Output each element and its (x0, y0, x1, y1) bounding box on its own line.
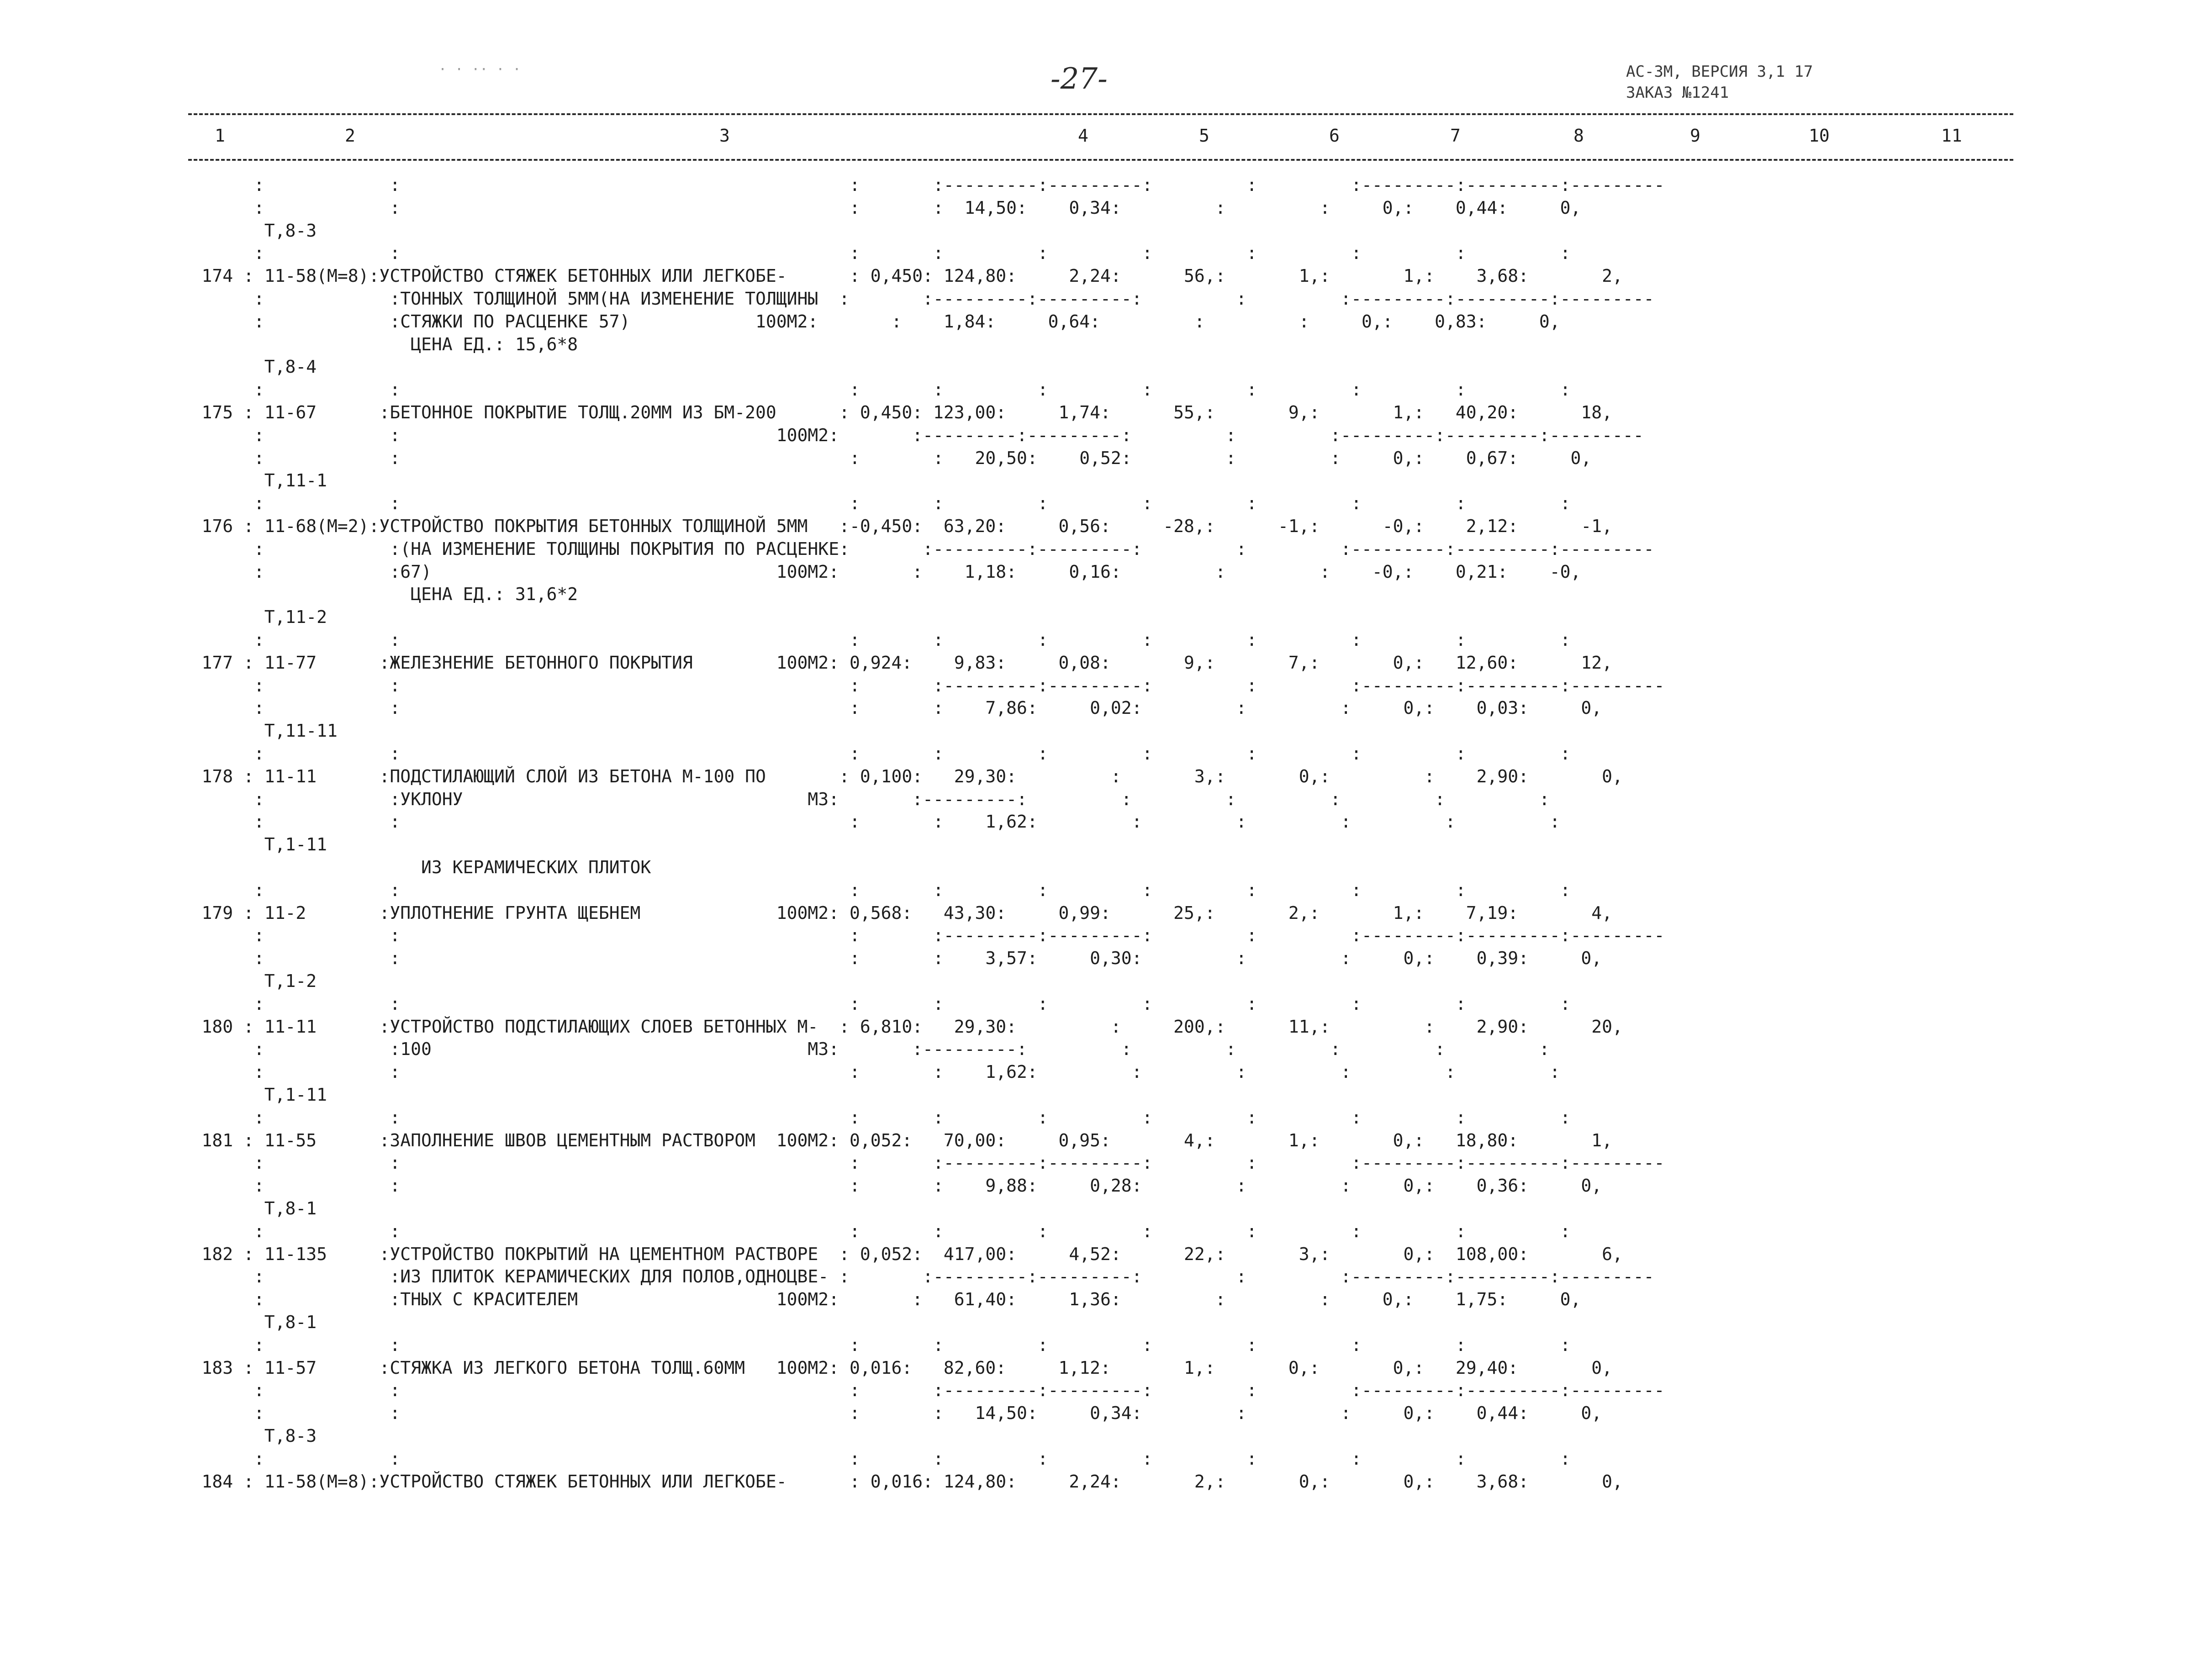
table-line: : : : : : : : : : : (160, 493, 1571, 513)
table-line: : : : : : : : : : : (160, 744, 1571, 764)
column-header-3: 3 (719, 126, 730, 146)
table-line: ИЗ КЕРАМИЧЕСКИХ ПЛИТОК (160, 857, 651, 877)
table-line: : : : : 14,50: 0,34: : : 0,: 0,44: 0, (160, 1403, 1602, 1423)
table-line: Т,8-4 (160, 357, 317, 377)
table-line: ЦЕНА ЕД.: 15,6*8 (160, 334, 578, 354)
table-line: : : : : 3,57: 0,30: : : 0,: 0,39: 0, (160, 948, 1602, 968)
column-header-10: 10 (1809, 126, 1830, 146)
table-line: : :ТНЫХ С КРАСИТЕЛЕМ 100М2: : 61,40: 1,36: : : 0,: 1,75: 0, (160, 1289, 1581, 1309)
table-line: Т,8-3 (160, 221, 317, 241)
table-line: 179 : 11-2 :УПЛОТНЕНИЕ ГРУНТА ЩЕБНЕМ 100М2: 0,568: 43,30: 0,99: 25,: 2,: 1,: 7,19: 4, (160, 903, 1613, 923)
column-header-1: 1 (215, 126, 225, 146)
table-line: : : : : : : : : : : (160, 1221, 1571, 1241)
table-line: : : : : : : : : : : (160, 1335, 1571, 1355)
table-line: : :67) 100М2: : 1,18: 0,16: : : -0,: 0,21: -0, (160, 562, 1581, 582)
column-header-7: 7 (1450, 126, 1461, 146)
table-line: : : : : 14,50: 0,34: : : 0,: 0,44: 0, (160, 198, 1581, 218)
table-line: Т,1-11 (160, 834, 327, 854)
table-line: : : : : 1,62: : : : : : (160, 812, 1560, 832)
table-line: : : : : 1,62: : : : : : (160, 1062, 1560, 1082)
table-line: : : : : 7,86: 0,02: : : 0,: 0,03: 0, (160, 698, 1602, 718)
column-header-6: 6 (1329, 126, 1340, 146)
column-header-11: 11 (1941, 126, 1962, 146)
column-header-4: 4 (1078, 126, 1088, 146)
table-line: : :СТЯЖКИ ПО РАСЦЕНКЕ 57) 100М2: : 1,84: 0,64: : : 0,: 0,83: 0, (160, 311, 1560, 332)
table-line: : :ИЗ ПЛИТОК КЕРАМИЧЕСКИХ ДЛЯ ПОЛОВ,ОДНОЦВЕ- : :---------:---------: : :---------:---------:--------- (160, 1266, 1654, 1287)
table-line: 184 : 11-58(М=8):УСТРОЙСТВО СТЯЖЕК БЕТОННЫХ ИЛИ ЛЕГКОБЕ- : 0,016: 124,80: 2,24: 2,: 0,: 0,: 3,68: 0, (160, 1472, 1623, 1492)
table-line: : : : : : : : : : : (160, 880, 1571, 900)
table-line: : : : : 9,88: 0,28: : : 0,: 0,36: 0, (160, 1176, 1602, 1196)
table-line: : : : :---------:---------: : :---------:---------:--------- (160, 675, 1665, 696)
table-line: : :100 М3: :---------: : : : : : (160, 1039, 1550, 1059)
table-line: 174 : 11-58(М=8):УСТРОЙСТВО СТЯЖЕК БЕТОННЫХ ИЛИ ЛЕГКОБЕ- : 0,450: 124,80: 2,24: 56,: 1,: 1,: 3,68: 2, (160, 266, 1623, 286)
table-line: Т,1-2 (160, 971, 317, 991)
header-rule-bottom (188, 159, 2013, 161)
table-line: Т,11-11 (160, 721, 338, 741)
table-line: Т,8-1 (160, 1198, 317, 1218)
table-line: : : : :---------:---------: : :---------:---------:--------- (160, 1153, 1665, 1173)
column-header-9: 9 (1690, 126, 1700, 146)
table-line: : :ТОННЫХ ТОЛЩИНОЙ 5ММ(НА ИЗМЕНЕНИЕ ТОЛЩИНЫ : :---------:---------: : :---------:---------:--------- (160, 289, 1654, 309)
table-line: 180 : 11-11 :УСТРОЙСТВО ПОДСТИЛАЮЩИХ СЛОЕВ БЕТОННЫХ М- : 6,810: 29,30: : 200,: 11,: : 2,90: 20, (160, 1017, 1623, 1037)
table-line: : : : : : : : : : : (160, 380, 1571, 400)
table-line: : :(НА ИЗМЕНЕНИЕ ТОЛЩИНЫ ПОКРЫТИЯ ПО РАСЦЕНКЕ: :---------:---------: : :---------:---------:--------- (160, 539, 1654, 559)
page-number: -27- (1051, 62, 1108, 96)
table-line: : : : : 20,50: 0,52: : : 0,: 0,67: 0, (160, 448, 1592, 468)
table-line: Т,1-11 (160, 1085, 327, 1105)
column-header-5: 5 (1199, 126, 1209, 146)
table-line: : : : :---------:---------: : :---------:---------:--------- (160, 175, 1665, 195)
table-line: 181 : 11-55 :ЗАПОЛНЕНИЕ ШВОВ ЦЕМЕНТНЫМ РАСТВОРОМ 100М2: 0,052: 70,00: 0,95: 4,: 1,: 0,: 18,80: 1, (160, 1130, 1613, 1150)
table-line: : : : :---------:---------: : :---------:---------:--------- (160, 1380, 1665, 1400)
table-line: Т,8-3 (160, 1426, 317, 1446)
table-line: 175 : 11-67 :БЕТОННОЕ ПОКРЫТИЕ ТОЛЩ.20ММ ИЗ БМ-200 : 0,450: 123,00: 1,74: 55,: 9,: 1,: 40,20: 18, (160, 402, 1613, 422)
table-line: : :УКЛОНУ М3: :---------: : : : : : (160, 789, 1550, 809)
table-line: 183 : 11-57 :СТЯЖКА ИЗ ЛЕГКОГО БЕТОНА ТОЛЩ.60ММ 100М2: 0,016: 82,60: 1,12: 1,: 0,: 0,: 29,40: 0, (160, 1358, 1613, 1378)
table-line: : : : : : : : : : : (160, 243, 1571, 263)
column-header-2: 2 (345, 126, 355, 146)
table-line: Т,11-2 (160, 607, 327, 627)
faint-header-text: · · ·· · · (438, 62, 521, 78)
table-line: Т,8-1 (160, 1312, 317, 1332)
order-number: ЗАКАЗ №1241 (1626, 84, 1729, 102)
table-line: Т,11-1 (160, 470, 327, 491)
table-line: : : : : : : : : : : (160, 630, 1571, 650)
table-line: : : : :---------:---------: : :---------:---------:--------- (160, 925, 1665, 945)
table-line: 177 : 11-77 :ЖЕЛЕЗНЕНИЕ БЕТОННОГО ПОКРЫТИЯ 100М2: 0,924: 9,83: 0,08: 9,: 7,: 0,: 12,60: 12, (160, 653, 1613, 673)
program-version: АС-ЗМ, ВЕРСИЯ 3,1 17 (1626, 63, 1813, 81)
table-line: : : 100М2: :---------:---------: : :---------:---------:--------- (160, 425, 1644, 445)
table-line: : : : : : : : : : : (160, 994, 1571, 1014)
table-line: 182 : 11-135 :УСТРОЙСТВО ПОКРЫТИЙ НА ЦЕМЕНТНОМ РАСТВОРЕ : 0,052: 417,00: 4,52: 22,: 3,: 0,: 108,00: 6, (160, 1244, 1623, 1264)
table-line: 178 : 11-11 :ПОДСТИЛАЮЩИЙ СЛОЙ ИЗ БЕТОНА М-100 ПО : 0,100: 29,30: : 3,: 0,: : 2,90: 0, (160, 766, 1623, 786)
table-line: ЦЕНА ЕД.: 31,6*2 (160, 584, 578, 604)
table-line: : : : : : : : : : : (160, 1108, 1571, 1128)
table-line: : : : : : : : : : : (160, 1449, 1571, 1469)
table-line: 176 : 11-68(М=2):УСТРОЙСТВО ПОКРЫТИЯ БЕТОННЫХ ТОЛЩИНОЙ 5ММ :-0,450: 63,20: 0,56: -28,: -1,: -0,: 2,12: -1, (160, 516, 1613, 536)
header-rule-top (188, 113, 2013, 115)
column-header-8: 8 (1573, 126, 1584, 146)
